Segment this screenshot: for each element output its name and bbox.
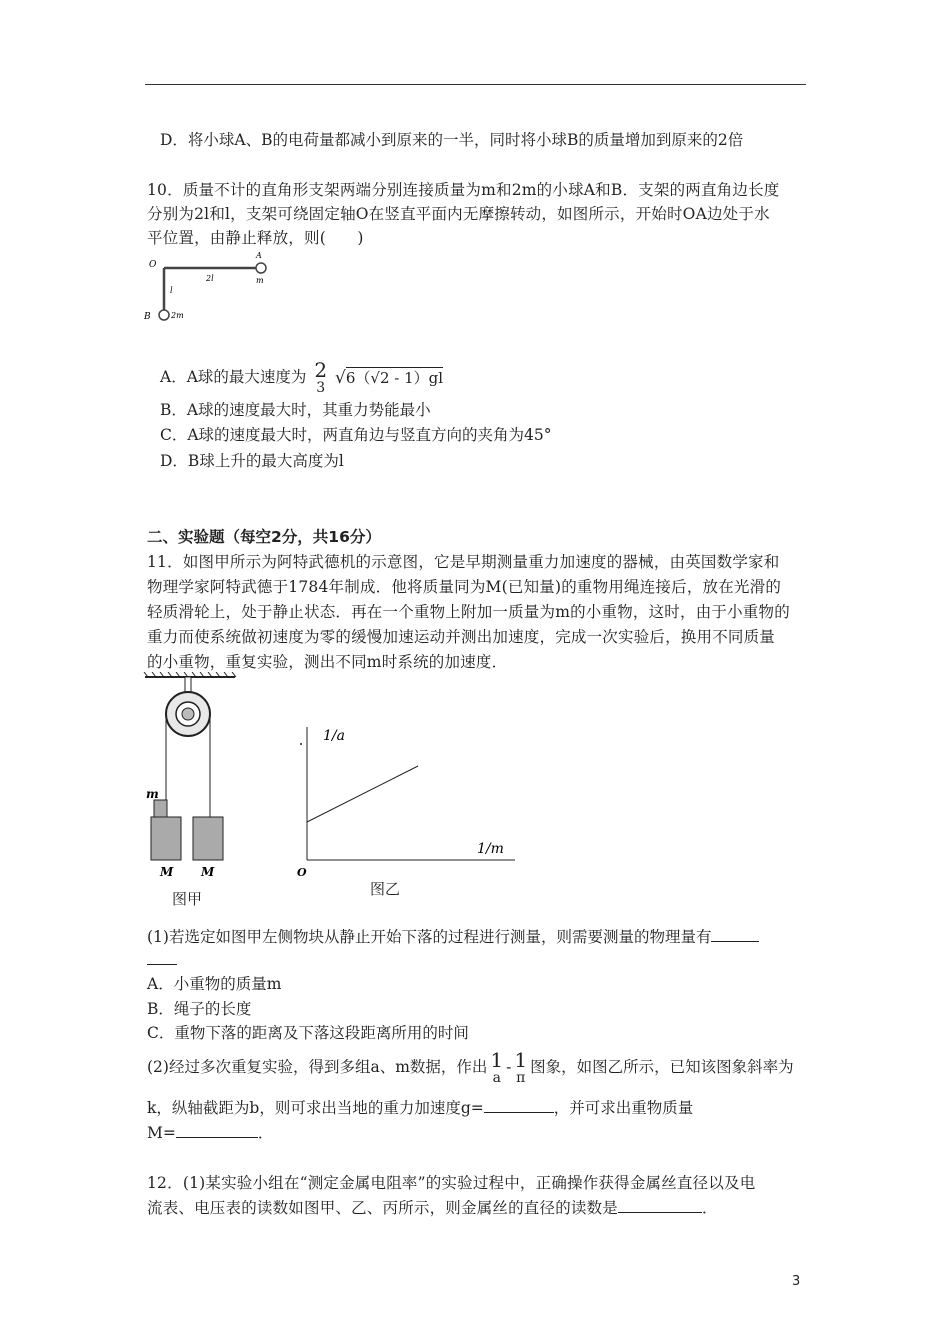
figure-jia-caption: 图甲 xyxy=(172,890,203,908)
q11-part1-text: (1)若选定如图甲左侧物块从静止开始下落的过程进行测量，则需要测量的物理量有 xyxy=(147,928,712,946)
q10-stem-line-2: 分别为2l和l，支架可绕固定轴O在竖直平面内无摩擦转动，如图所示，开始时OA边处于水 xyxy=(147,205,770,223)
figure-yi-caption: 图乙 xyxy=(370,880,401,898)
fraction-numerator: 1 xyxy=(514,1048,528,1072)
fraction-numerator: 2 xyxy=(314,358,328,382)
atwood-machine-figure xyxy=(140,672,240,902)
q10-bracket-figure xyxy=(140,250,280,330)
q11-part2-suffix: 图象，如图乙所示，已知该图象斜率为 xyxy=(530,1058,794,1076)
q10-option-a xyxy=(160,360,443,396)
q11-part2 xyxy=(147,1050,794,1090)
label-2m: 2m xyxy=(171,311,184,320)
q11-part2-prefix: (2)经过多次重复实验，得到多组a、m数据，作出 xyxy=(147,1058,488,1076)
q10-stem-line-3: 平位置，由静止释放，则( ) xyxy=(147,229,364,247)
g-answer-blank[interactable] xyxy=(484,1098,554,1113)
q11-part1-blank-continued xyxy=(147,948,177,972)
q11-stem-line-1: 11．如图甲所示为阿特武德机的示意图，它是早期测量重力加速度的器械，由英国数学家和 xyxy=(147,553,780,571)
q10-option-a-fraction xyxy=(313,360,328,396)
fraction-denominator: 3 xyxy=(316,380,326,396)
label-b: B xyxy=(144,312,151,322)
label-m-left: M xyxy=(160,865,174,879)
label-a: A xyxy=(256,251,262,260)
label-m-right: M xyxy=(201,865,215,879)
q10-option-d: D．B球上升的最大高度为l xyxy=(160,452,344,470)
origin-label: O xyxy=(297,866,307,879)
fraction-1-over-a xyxy=(489,1050,504,1086)
q11-part2-m-text: M= xyxy=(147,1124,176,1142)
q10-option-c: C．A球的速度最大时，两直角边与竖直方向的夹角为45° xyxy=(160,426,552,444)
q12-line-2 xyxy=(147,1196,718,1220)
fraction-1-over-m xyxy=(513,1050,528,1086)
mass-right xyxy=(193,817,223,860)
page-number: 3 xyxy=(792,1274,801,1289)
sqrt-sign: √ xyxy=(335,368,346,388)
q11-part1-blank[interactable] xyxy=(711,927,759,942)
q11-option-c: C．重物下落的距离及下落这段距离所用的时间 xyxy=(147,1024,469,1042)
q10-option-a-expression: 6（√2 - 1）gl xyxy=(345,369,444,387)
q11-option-b: B．绳子的长度 xyxy=(147,1000,252,1018)
mass-left xyxy=(151,817,181,860)
label-2l: 2l xyxy=(206,274,214,283)
q11-part2-line3-end: ． xyxy=(257,1124,274,1142)
label-m: m xyxy=(256,276,264,285)
q12-line-2-text: 流表、电压表的读数如图甲、乙、丙所示，则金属丝的直径的读数是 xyxy=(147,1199,619,1217)
label-small-m: m xyxy=(146,787,159,801)
q11-stem-line-5: 的小重物，重复实验，测出不同m时系统的加速度． xyxy=(147,653,508,671)
q11-stem-line-4: 重力而使系统做初速度为零的缓慢加速运动并测出加速度，完成一次实验后，换用不同质量 xyxy=(147,628,776,646)
q11-part1 xyxy=(147,925,759,949)
diameter-answer-blank[interactable] xyxy=(618,1198,702,1213)
q11-stem-line-2: 物理学家阿特武德于1784年制成．他将质量同为M(已知量)的重物用绳连接后，放在光滑的 xyxy=(147,578,782,596)
x-axis-label: 1/m xyxy=(477,841,504,857)
q11-part2-line2 xyxy=(147,1096,693,1120)
fraction-denominator: a xyxy=(492,1070,501,1086)
fraction-denominator: π xyxy=(516,1070,526,1086)
graph-1a-vs-1m xyxy=(290,715,520,880)
q11-stem-line-3: 轻质滑轮上，处于静止状态．再在一个重物上附加一质量为m的小重物，这时，由于小重物的 xyxy=(147,603,790,621)
small-mass-m xyxy=(154,800,167,817)
graph-line xyxy=(307,766,418,822)
label-l: l xyxy=(170,286,173,295)
q11-part2-line2-end: ，并可求出重物质量 xyxy=(553,1099,694,1117)
q11-option-a: A．小重物的质量m xyxy=(147,975,282,993)
q12-line-1: 12．(1)某实验小组在“测定金属电阻率”的实验过程中，正确操作获得金属丝直径以及电 xyxy=(147,1174,756,1192)
q10-option-b: B．A球的速度最大时，其重力势能最小 xyxy=(160,401,431,419)
minus-sign: - xyxy=(506,1058,512,1076)
header-rule xyxy=(145,84,806,85)
q10-option-a-prefix: A．A球的最大速度为 xyxy=(160,368,307,386)
q9-option-d: D．将小球A、B的电荷量都减小到原来的一半，同时将小球B的质量增加到原来的2倍 xyxy=(160,131,744,149)
fraction-numerator: 1 xyxy=(490,1048,504,1072)
ball-b xyxy=(159,310,169,320)
q10-stem-line-1: 10．质量不计的直角形支架两端分别连接质量为m和2m的小球A和B．支架的两直角边长度 xyxy=(147,181,780,199)
q11-part1-blank-2[interactable] xyxy=(147,950,177,965)
y-axis-label: 1/a xyxy=(323,728,345,744)
q11-part2-g-text: k，纵轴截距为b，则可求出当地的重力加速度g= xyxy=(147,1099,484,1117)
q11-part2-line3 xyxy=(147,1121,273,1145)
q12-line-2-end: ． xyxy=(702,1199,718,1217)
m-answer-blank[interactable] xyxy=(176,1123,258,1138)
label-o: O xyxy=(149,260,157,270)
section-2-title: 二、实验题（每空2分，共16分） xyxy=(147,528,381,546)
ball-a xyxy=(256,263,266,273)
